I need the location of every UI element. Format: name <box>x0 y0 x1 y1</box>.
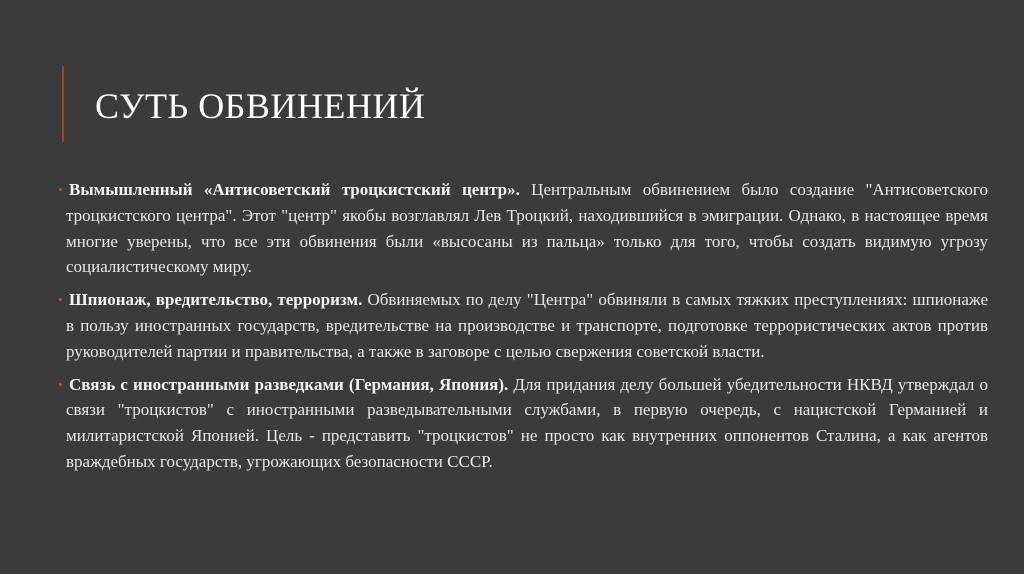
bullet-icon: • <box>58 292 63 308</box>
bullet-body: Центральным обвинением было создание "Антисоветского троцкистского центра". Этот "центр" якобы возглавлял Лев Троцкий, находившийся в эмиграции. Однако, в настоящее время многие уверены, что все эти обвинения были «высосаны из пальца» только для того, чтобы создать видимую угрозу социалистическому миру. <box>66 180 988 277</box>
bullet-item-fictional-center <box>58 177 988 280</box>
bullet-item-espionage <box>58 287 989 364</box>
bullet-heading: Вымышленный «Антисоветский троцкистский центр». <box>69 180 520 199</box>
bullet-body: Для придания делу большей убедительности НКВД утверждал о связи "троцкистов" с иностранными разведывательными службами, в первую очередь, с нацистской Германией и милитаристской Японией. Цель - представить "троцкистов" не просто как внутренних оппонентов Сталина, а как агентов враждебных государств, угрожающих безопасности СССР. <box>66 374 988 471</box>
bullet-icon: • <box>58 376 63 392</box>
bullet-icon: • <box>58 182 63 197</box>
bullet-heading: Шпионаж, вредительство, терроризм. <box>69 290 363 310</box>
bullet-heading: Связь с иностранными разведками (Германия, Япония). <box>69 374 509 394</box>
bullet-list <box>58 177 989 482</box>
bullet-body: Обвиняемых по делу "Центра" обвиняли в самых тяжких преступлениях: шпионаже в пользу иностранных государств, вредительстве на производстве и транспорте, подготовке террористических актов против руководителей партии и правительства, а также в заговоре с целью свержения советской власти. <box>66 290 989 361</box>
bullet-item-foreign-intelligence <box>58 372 988 475</box>
slide-title: СУТЬ ОБВИНЕНИЙ <box>95 86 426 126</box>
title-accent-bar <box>62 66 64 142</box>
